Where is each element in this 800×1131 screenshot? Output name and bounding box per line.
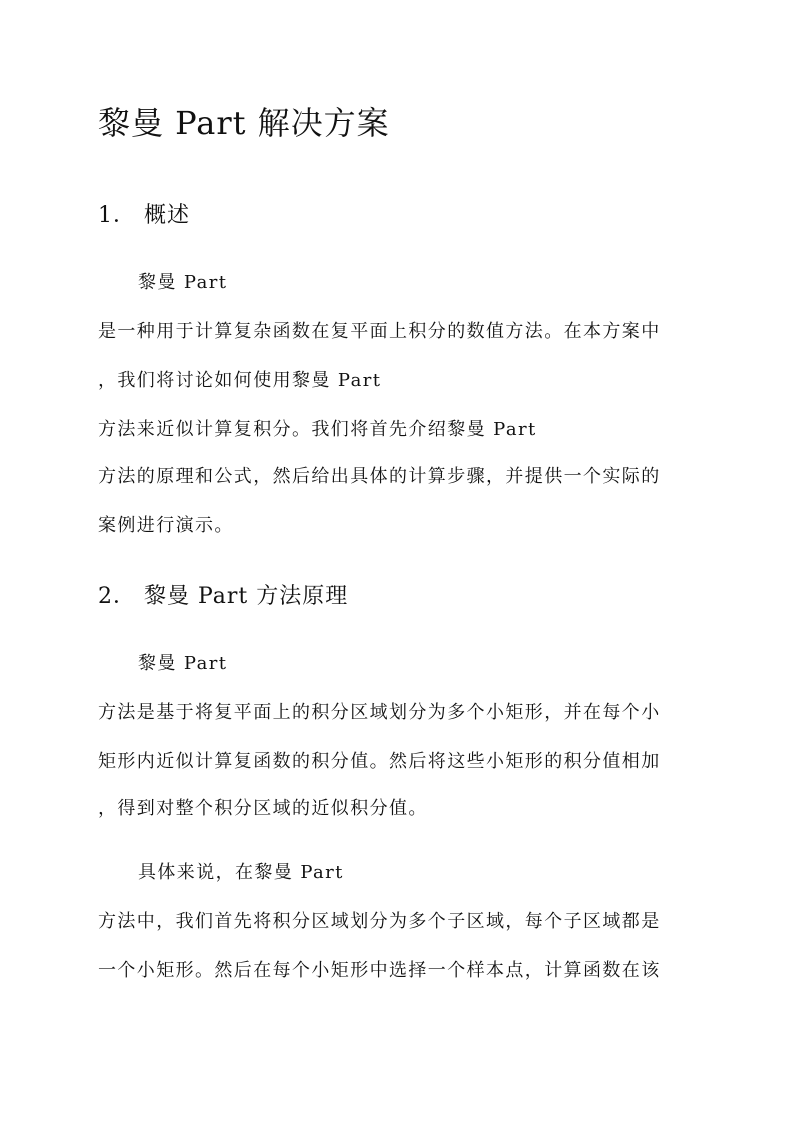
paragraph-line: 黎曼 Part — [138, 653, 228, 674]
paragraph-line: 方法的原理和公式，然后给出具体的计算步骤，并提供一个实际的 — [98, 466, 661, 487]
paragraph-line: 方法中，我们首先将积分区域划分为多个子区域，每个子区域都是 — [98, 911, 661, 932]
paragraph-line: 具体来说，在黎曼 Part — [138, 862, 344, 883]
paragraph-line: 黎曼 Part — [138, 272, 228, 293]
paragraph-line: 案例进行演示。 — [98, 515, 234, 536]
section-heading-method-principle: 2． 黎曼 Part 方法原理 — [98, 584, 349, 609]
document-title: 黎曼 Part 解决方案 — [98, 104, 390, 142]
paragraph-line: 方法来近似计算复积分。我们将首先介绍黎曼 Part — [98, 419, 537, 440]
paragraph-line: ，我们将讨论如何使用黎曼 Part — [98, 370, 382, 391]
paragraph-line: 方法是基于将复平面上的积分区域划分为多个小矩形，并在每个小 — [98, 702, 661, 723]
paragraph-line: 一个小矩形。然后在每个小矩形中选择一个样本点，计算函数在该 — [98, 960, 661, 981]
paragraph-line: 是一种用于计算复杂函数在复平面上积分的数值方法。在本方案中 — [98, 321, 661, 342]
paragraph-line: ，得到对整个积分区域的近似积分值。 — [98, 798, 428, 819]
section-heading-overview: 1． 概述 — [98, 203, 190, 228]
paragraph-line: 矩形内近似计算复函数的积分值。然后将这些小矩形的积分值相加 — [98, 751, 661, 772]
